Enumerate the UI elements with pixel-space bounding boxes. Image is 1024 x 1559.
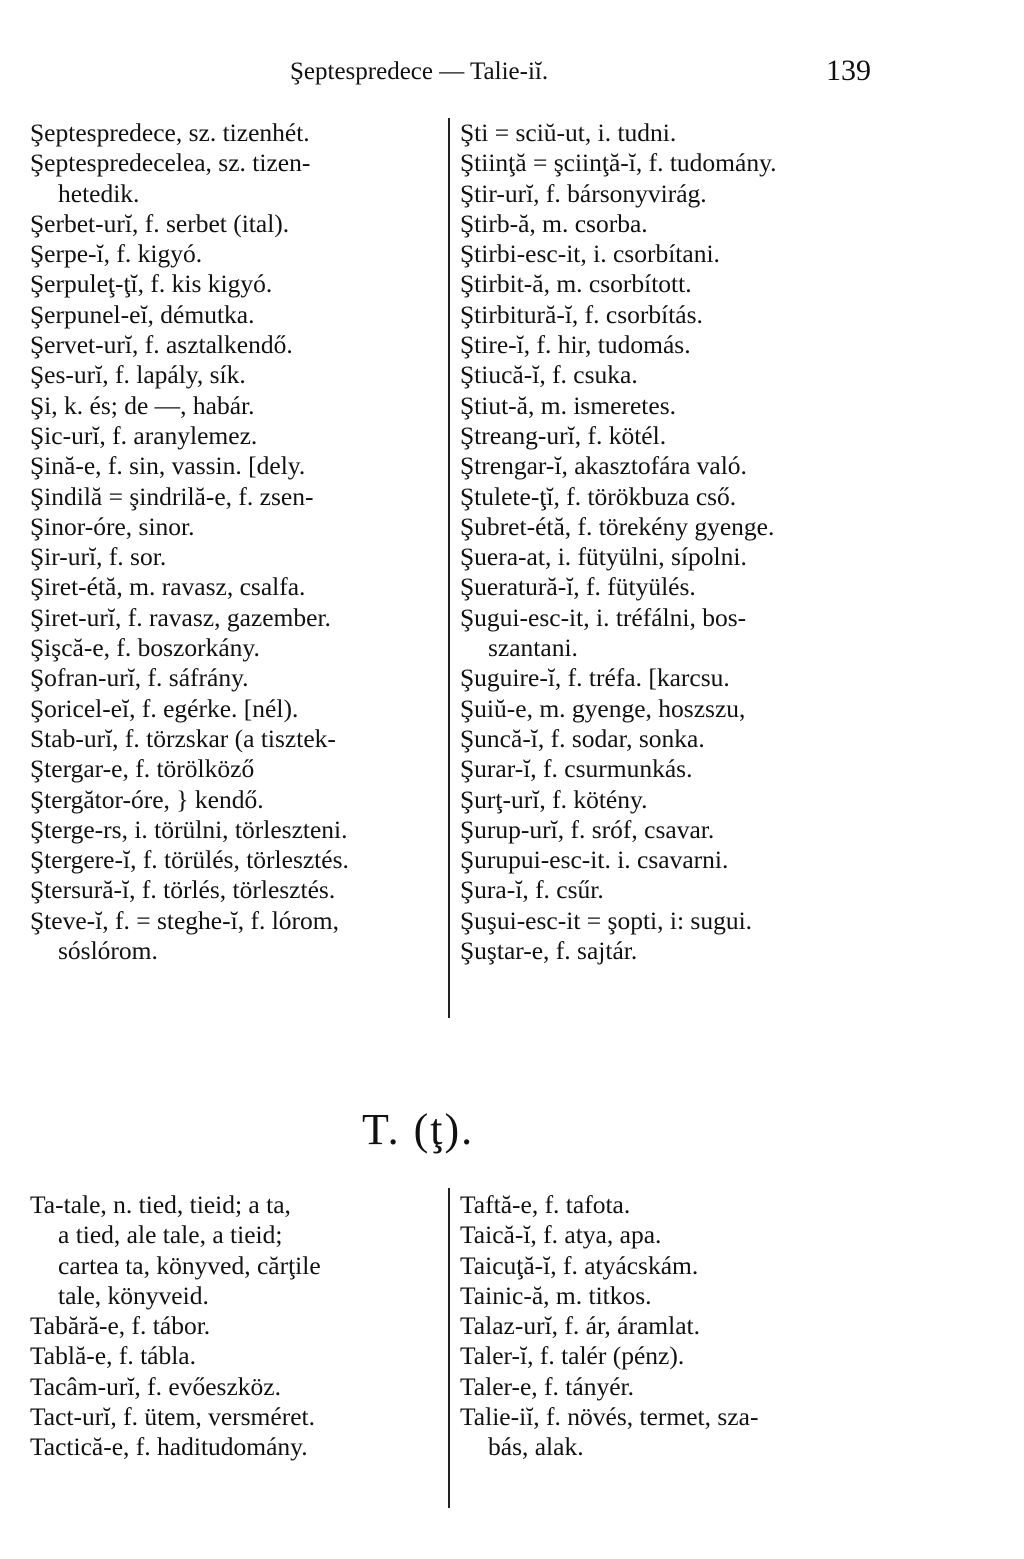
entry-line: Ştir-urĭ, f. bársonyvirág.: [460, 178, 707, 208]
entry-line: Ştirbit-ă, m. csorbított.: [460, 269, 692, 299]
running-header: Şeptespredece — Talie-iĭ.: [290, 58, 549, 85]
entry-line: Ştirbi-esc-it, i. csorbítani.: [460, 239, 720, 269]
entry-line: Şir-urĭ, f. sor.: [30, 542, 167, 572]
entry-line: Şurupui-esc-it. i. csavarni.: [460, 845, 729, 875]
entry-line: Şuiŭ-e, m. gyenge, hoszszu,: [460, 693, 746, 723]
entry-line: Ştreang-urĭ, f. kötél.: [460, 420, 667, 450]
entry-line: bás, alak.: [488, 1432, 584, 1462]
entry-line: Şurţ-urĭ, f. kötény.: [460, 784, 648, 814]
entry-line: Şoricel-eĭ, f. egérke. [nél).: [30, 693, 299, 723]
entry-line: Şurup-urĭ, f. sróf, csavar.: [460, 814, 715, 844]
entry-line: Şinor-óre, sinor.: [30, 511, 195, 541]
entry-line: Ta-tale, n. tied, tieid; a ta,: [30, 1190, 291, 1219]
entry-line: Şuncă-ĭ, f. sodar, sonka.: [460, 723, 705, 753]
entry-line: Şeptespredece, sz. tizenhét.: [30, 118, 310, 147]
entry-line: Ştiut-ă, m. ismeretes.: [460, 390, 677, 420]
entry-line: Şerpuleţ-ţĭ, f. kis kigyó.: [30, 269, 273, 299]
entry-line: Şteve-ĭ, f. = steghe-ĭ, f. lórom,: [30, 905, 339, 935]
column-top-left: [30, 118, 450, 966]
entry-line: Şişcă-e, f. boszorkány.: [30, 633, 260, 663]
entry-line: Talaz-urĭ, f. ár, áramlat.: [460, 1311, 701, 1341]
section-heading: T. (ţ).: [362, 1105, 475, 1154]
entry-line: Taicuţă-ĭ, f. atyácskám.: [460, 1250, 699, 1280]
entry-line: Şugui-esc-it, i. tréfálni, bos-: [460, 602, 747, 632]
entry-line: Şerpe-ĭ, f. kigyó.: [30, 239, 203, 269]
entry-line: Taler-e, f. tányér.: [460, 1371, 634, 1401]
entry-line: Ştrengar-ĭ, akasztofára való.: [460, 451, 747, 481]
entry-line: Şervet-urĭ, f. asztalkendő.: [30, 330, 293, 360]
entry-line: szantani.: [488, 633, 578, 663]
entry-line: Şueratură-ĭ, f. fütyülés.: [460, 572, 696, 602]
entry-line: Şurar-ĭ, f. csurmunkás.: [460, 754, 693, 784]
column-bottom-right: [460, 1190, 880, 1463]
entry-line: Şindilă = şindrilă-e, f. zsen-: [30, 481, 314, 511]
entry-line: Ştergător-óre, } kendő.: [30, 784, 264, 814]
column-bottom-left: [30, 1190, 450, 1463]
entry-line: Tabără-e, f. tábor.: [30, 1311, 211, 1341]
entry-line: Ştersură-ĭ, f. törlés, törlesztés.: [30, 875, 336, 905]
entry-line: Taică-ĭ, f. atya, apa.: [460, 1220, 662, 1250]
entry-line: Ştirbitură-ĭ, f. csorbítás.: [460, 299, 703, 329]
entry-line: Şterge-rs, i. törülni, törleszteni.: [30, 814, 348, 844]
entry-line: Tact-urĭ, f. ütem, versméret.: [30, 1402, 315, 1432]
entry-line: Tablă-e, f. tábla.: [30, 1341, 196, 1371]
column-top-right: [460, 118, 880, 966]
entry-line: Şerpunel-eĭ, démutka.: [30, 299, 255, 329]
entry-line: Ştirb-ă, m. csorba.: [460, 208, 648, 238]
entry-line: Şubret-étă, f. törekény gyenge.: [460, 511, 775, 541]
entry-line: Ştiinţă = şciinţă-ĭ, f. tudomány.: [460, 148, 777, 178]
entry-line: Tainic-ă, m. titkos.: [460, 1280, 652, 1310]
entry-line: Şic-urĭ, f. aranylemez.: [30, 420, 258, 450]
entry-line: tale, könyveid.: [58, 1280, 209, 1310]
entry-line: Ştiucă-ĭ, f. csuka.: [460, 360, 638, 390]
entry-line: Şti = sciŭ-ut, i. tudni.: [460, 118, 677, 147]
entry-line: Ştergar-e, f. törölköző: [30, 754, 255, 784]
entry-line: Şuera-at, i. fütyülni, sípolni.: [460, 542, 747, 572]
entry-line: Talie-iĭ, f. növés, termet, sza-: [460, 1402, 759, 1432]
entry-line: Taler-ĭ, f. talér (pénz).: [460, 1341, 685, 1371]
entry-line: Şerbet-urĭ, f. serbet (ital).: [30, 208, 290, 238]
entry-line: hetedik.: [58, 178, 140, 208]
entry-line: Şes-urĭ, f. lapály, sík.: [30, 360, 246, 390]
entry-line: Şuşui-esc-it = şopti, i: sugui.: [460, 905, 753, 935]
entry-line: Stab-urĭ, f. törzskar (a tisztek-: [30, 723, 336, 753]
page-number: 139: [826, 54, 871, 87]
entry-line: Şuguire-ĭ, f. tréfa. [karcsu.: [460, 663, 730, 693]
entry-line: Ştulete-ţĭ, f. törökbuza cső.: [460, 481, 737, 511]
entry-line: sóslórom.: [58, 936, 158, 966]
entry-line: Tacâm-urĭ, f. evőeszköz.: [30, 1371, 281, 1401]
entry-line: Şiret-urĭ, f. ravasz, gazember.: [30, 602, 331, 632]
entry-line: Şiret-étă, m. ravasz, csalfa.: [30, 572, 306, 602]
entry-line: Şura-ĭ, f. csűr.: [460, 875, 604, 905]
entry-line: Tactică-e, f. haditudomány.: [30, 1432, 308, 1462]
entry-line: Şină-e, f. sin, vassin. [dely.: [30, 451, 306, 481]
entry-line: Ştergere-ĭ, f. törülés, törlesztés.: [30, 845, 349, 875]
entry-line: Şi, k. és; de —, habár.: [30, 390, 255, 420]
entry-line: Taftă-e, f. tafota.: [460, 1190, 631, 1219]
entry-line: Şeptespredecelea, sz. tizen-: [30, 148, 311, 178]
entry-line: Şuştar-e, f. sajtár.: [460, 936, 638, 966]
entry-line: Ştire-ĭ, f. hir, tudomás.: [460, 330, 691, 360]
entry-line: Şofran-urĭ, f. sáfrány.: [30, 663, 249, 693]
entry-line: cartea ta, könyved, cărţile: [58, 1250, 321, 1280]
entry-line: a tied, ale tale, a tieid;: [58, 1220, 283, 1250]
